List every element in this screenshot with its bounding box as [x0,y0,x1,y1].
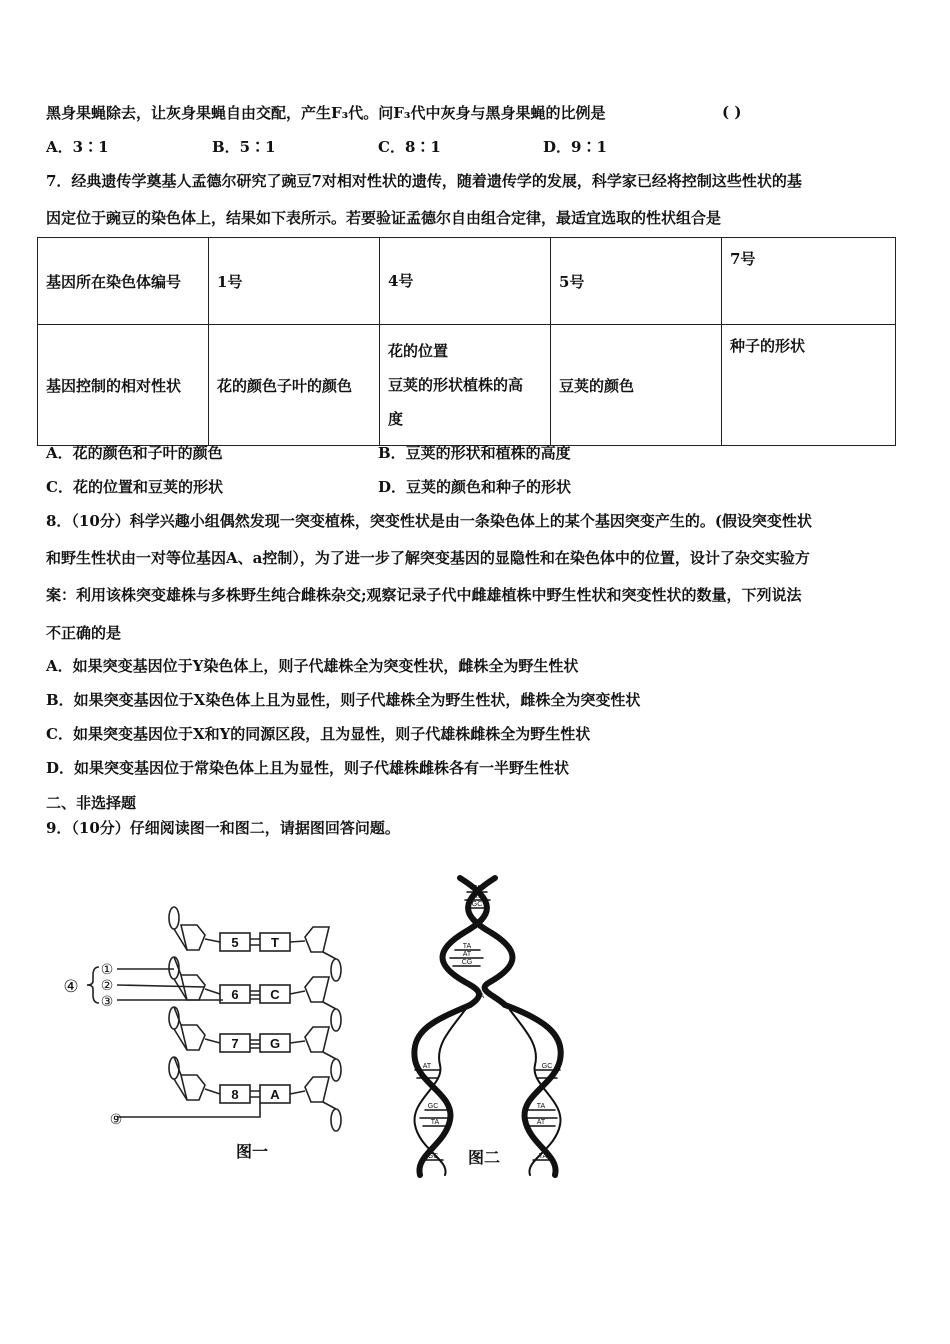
pair-label: GC [427,1153,439,1160]
q6-option-c: C．8∶1 [378,138,441,156]
sugar-shape [305,927,329,952]
q8-option-b: B．如果突变基因位于X染色体上且为显性，则子代雄株全为野生性状，雌株全为突变性状 [46,691,641,709]
pair-label: GC [471,901,483,908]
sugar-shape [305,977,329,1002]
base-letter: T [271,935,279,950]
q7-option-d: D．豆荚的颜色和种子的形状 [378,478,572,496]
helix-strand [414,1005,470,1175]
phosphate-shape [331,959,341,981]
sugar-shape [305,1077,329,1102]
base-letter: A [270,1087,280,1102]
label-9: ⑨ [109,1112,123,1128]
q8-option-a: A．如果突变基因位于Y染色体上，则子代雄株全为突变性状，雌株全为野生性状 [46,657,579,675]
base-number: 6 [231,987,239,1002]
table-cell-line: 豆荚的形状植株的高 [388,376,524,394]
q7-option-a: A．花的颜色和子叶的颜色 [46,444,223,462]
table-cell: 1号 [209,238,380,325]
table-cell: 基因控制的相对性状 [38,325,209,446]
table-cell: 种子的形状 [722,325,896,446]
hydrogen-bonds [250,939,260,1097]
table-cell [380,325,551,446]
phosphate-shape [331,1059,341,1081]
glycosidic-bond [205,939,220,1094]
q6-option-b: B．5∶1 [212,138,276,156]
q7-option-c: C．花的位置和豆荚的形状 [46,478,223,496]
leader-line [117,1103,260,1117]
pair-label: TA [430,1119,440,1126]
q8-stem-line4: 不正确的是 [46,624,122,642]
label-2: ② [100,978,114,994]
pair-label: TA [475,993,485,1000]
q8-option-c: C．如果突变基因位于X和Y的同源区段，且为显性，则子代雄株雌株全为野生性状 [46,725,591,743]
label-3: ③ [100,994,114,1010]
table-cell: 豆荚的颜色 [551,325,722,446]
base-letter: G [269,1036,281,1051]
figure-1-caption: 图一 [236,1142,269,1161]
table-cell: 基因所在染色体编号 [38,238,209,325]
phosphate-shape [169,907,179,929]
leader-line [117,985,205,987]
base-number: 5 [231,935,239,950]
phosphate-shape [331,1109,341,1131]
pair-label: GC [541,1063,553,1070]
pair-label: CG [461,959,473,966]
brace [87,967,99,1003]
pair-label: AT [422,1063,432,1070]
label-4: ④ [63,977,79,997]
base-number: 8 [231,1087,239,1102]
q7-stem-line2: 因定位于豌豆的染色体上，结果如下表所示。若要验证孟德尔自由组合定律，最适宜选取的性状组合是 [46,209,722,227]
q8-option-d: D．如果突变基因位于常染色体上且为显性，则子代雄株雌株各有一半野生性状 [46,759,570,777]
pair-label: AT [462,951,472,958]
section-heading: 二、非选择题 [46,794,137,812]
pair-label: AT [472,893,482,900]
q6-stem-tail: 黑身果蝇除去，让灰身果蝇自由交配，产生F₃代。问F₃代中灰身与黑身果蝇的比例是 [46,104,606,122]
base-letter: C [270,987,280,1002]
phosphate-shape [331,1009,341,1031]
sugar-shape [305,1027,329,1052]
pair-label: TA [462,943,472,950]
q6-answer-paren: ( ) [722,103,742,121]
q9-stem: 9．（10分）仔细阅读图一和图二，请据图回答问题。 [46,819,400,837]
q7-stem-line1: 7．经典遗传学奠基人孟德尔研究了豌豆7对相对性状的遗传，随着遗传学的发展，科学家已经将控制这些性状的基 [46,172,802,190]
pair-label: GC [427,1103,439,1110]
pair-label: AT [536,1119,546,1126]
table-cell-line: 花的位置 [388,342,449,360]
q6-option-d: D．9∶1 [543,138,607,156]
table-cell: 7号 [722,238,896,325]
q6-option-a: A．3∶1 [46,138,109,156]
figure-2-caption: 图二 [468,1148,501,1167]
pair-label: TA [472,885,482,892]
pair-label: TA [538,1153,548,1160]
table-cell: 5号 [551,238,722,325]
q8-stem-line2: 和野生性状由一对等位基因A、a控制），为了进一步了解突变基因的显隐性和在染色体中的位置，设计了杂交实验方 [46,549,810,567]
table-cell-line: 度 [388,410,404,428]
q8-stem-line1: 8．（10分）科学兴趣小组偶然发现一突变植株，突变性状是由一条染色体上的某个基因突变产生的。(假设突变性状 [46,512,812,530]
table-row [38,325,896,446]
dna-structure-diagram [55,895,355,1170]
q7-option-b: B．豆荚的形状和植株的高度 [378,444,571,462]
pair-label: TA [536,1103,546,1110]
chromosome-gene-table [37,237,896,446]
table-cell: 花的颜色子叶的颜色 [209,325,380,446]
helix-strand [505,1005,561,1175]
table-cell: 4号 [380,238,551,325]
q8-stem-line3: 案：利用该株突变雄株与多株野生纯合雌株杂交;观察记录子代中雌雄植株中野生性状和突变性状的数量，下列说法 [46,586,802,604]
base-number: 7 [231,1036,239,1051]
glycosidic-bond [290,941,305,1094]
dna-replication-diagram [395,870,585,1182]
label-1: ① [100,962,114,978]
table-row [38,238,896,325]
